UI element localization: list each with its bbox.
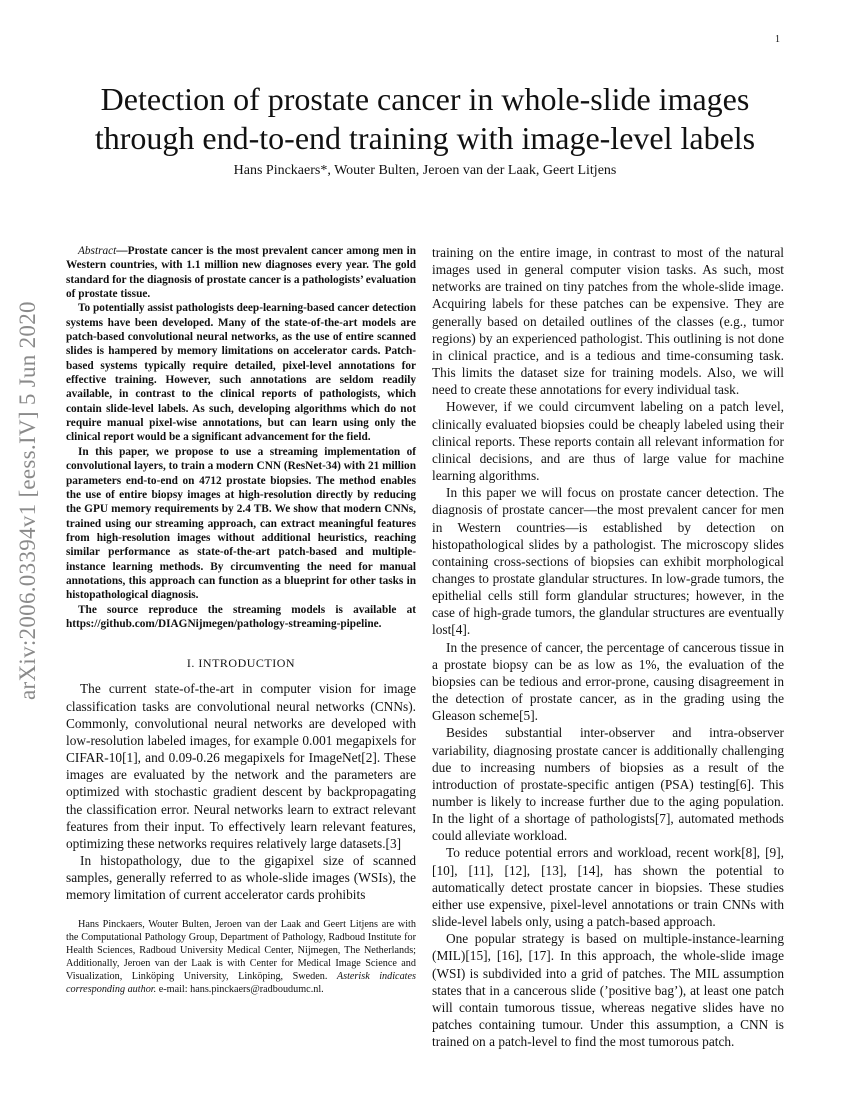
right-paragraph-7: One popular strategy is based on multiple-instance-learning (MIL)[15], [16], [17]. In this approach, the whole-slide image (WSI) is subdivided into a grid of patches. The MIL assumption states that in a cancerous slide (’positive bag’), at least one patch will contain tumorous tissue, whereas negative slides have no patches containing tumour. Under this assumption, a CNN is trained on a patch-level to find the most tumorous patch. [432, 931, 784, 1050]
footnote-corresponding-note: Asterisk indicates corresponding author. [66, 971, 416, 995]
right-paragraph-2: However, if we could circumvent labeling on a patch level, clinically evaluated biopsies could be cheaply labeled using their clinical reports. These reports contain all relevant information for clinical decisions, and are thus of large value for machine learning algorithms. [432, 399, 784, 484]
footnote-text: Hans Pinckaers, Wouter Bulten, Jeroen van der Laak and Geert Litjens are with the Computational Pathology Group, Department of Pathology, Radboud Institute for Health Sciences, Radboud University Medical Center, Nijmegen, The Netherlands; Additionally, Jeroen van der Laak is with Center for Medical Image Science and Visualization, Linköping University, Linköping, Sweden. [66, 919, 416, 983]
abstract-paragraph-4: The source reproduce the streaming models is available at https://github.com/DIAGNijmegen/pathology-streaming-pipeline. [66, 603, 416, 630]
right-paragraph-1: training on the entire image, in contrast to most of the natural images used in general computer vision tasks. As such, most networks are trained on tiny patches from the whole-slide image. Acquiring labels for these patches can be expensive. They are generally based on detailed outlines of the classes (e.g., tumor regions) by an experienced pathologist. This outlining is not done in clinical practice, and is a tedious and time-consuming task. This limits the dataset size for training models. Also, we will need to create these annotations for every individual task. [432, 245, 784, 398]
right-paragraph-4: In the presence of cancer, the percentage of cancerous tissue in a prostate biopsy can be as low as 1%, the evaluation of the biopsies can be tedious and error-prone, causing disagreement in the detection of prostate cancer, as in the grading using the Gleason scheme[5]. [432, 639, 784, 724]
arxiv-identifier-stamp: arXiv:2006.03394v1 [eess.IV] 5 Jun 2020 [15, 301, 40, 700]
right-paragraph-3: In this paper we will focus on prostate cancer detection. The diagnosis of prostate cancer—the most prevalent cancer for men in Western countries—is established by detection on histopathological slides by a pathologist. The microscopy slides containing cross-sections of biopsies can exhibit morphological changes to prostate glandular structures. In low-grade tumors, the epithelial cells still form glandular structures; however, in the case of high-grade tumors, the glandular structures are eventually lost[4]. [432, 485, 784, 638]
section-heading-introduction: I. INTRODUCTION [186, 656, 296, 671]
left-body-text [66, 680, 416, 903]
abstract-paragraph-1 [66, 244, 416, 301]
abstract-paragraph-2: To potentially assist pathologists deep-learning-based cancer detection systems have been developed. Many of the state-of-the-art models are patch-based convolutional neural networks, as the use of entire scanned slides is hampered by memory limitations on accelerator cards. Patch-based systems typically require detailed, pixel-level annotations for effective training. However, such annotations are seldom readily available, in contrast to the clinical reports of pathologists, which contain slide-level labels. As such, developing algorithms which do not require manual pixel-wise annotations, but can learn using only the clinical report would be a significant advancement for the field. [66, 302, 416, 444]
footnote-email: e-mail: hans.pinckaers@radboudumc.nl. [156, 984, 324, 995]
abstract-text-1: —Prostate cancer is the most prevalent cancer among men in Western countries, with 1.1 million new diagnoses every year. The gold standard for the diagnosis of prostate cancer is a pathologists’ evaluation of prostate tissue. [66, 245, 417, 301]
intro-paragraph-1: The current state-of-the-art in computer vision for image classification tasks are convolutional neural networks (CNNs). Commonly, convolutional neural networks are developed with low-resolution labeled images, for example 0.001 megapixels for CIFAR-10[1], and 0.09-0.26 megapixels for ImageNet[2]. These images are evaluated by the network and the parameters are optimized with stochastic gradient descent by backpropagating the classification error. Neural networks learn to extract relevant features from their input. To effectively learn relevant features, optimizing these networks requires relatively large datasets.[3] [66, 681, 416, 851]
left-column [66, 244, 416, 997]
intro-paragraph-2: In histopathology, due to the gigapixel size of scanned samples, generally referred to as whole-slide images (WSIs), the memory limitation of current accelerator cards prohibits [66, 853, 416, 903]
page-number: 1 [775, 34, 780, 45]
author-list: Hans Pinckaers*, Wouter Bulten, Jeroen van der Laak, Geert Litjens [233, 163, 617, 178]
paper-title: Detection of prostate cancer in whole-slide images through end-to-end training with image-level labels [94, 81, 756, 156]
abstract-label: Abstract [78, 245, 117, 257]
right-paragraph-5: Besides substantial inter-observer and intra-observer variability, diagnosing prostate cancer is additionally challenging due to increasing numbers of biopsies as a result of the introduction of prostate-specific antigen (PSA) testing[6]. This number is likely to increase further due to the aging population. In the light of a shortage of pathologists[7], automated methods could alleviate workload. [432, 725, 784, 844]
right-paragraph-6: To reduce potential errors and workload, recent work[8], [9], [10], [11], [12], [13], [14], has shown the potential to automatically detect prostate cancer in biopsies. These studies either use expensive, pixel-level annotations or train CNNs with slide-level labels only, using a patch-based approach. [432, 845, 784, 930]
right-column [432, 244, 784, 1050]
author-affiliation-footnote [66, 919, 416, 996]
abstract [66, 244, 416, 631]
abstract-paragraph-3: In this paper, we propose to use a streaming implementation of convolutional layers, to train a modern CNN (ResNet-34) with 21 million parameters end-to-end on 4712 prostate biopsies. The method enables the use of entire biopsy images at high-resolution directly by reducing the GPU memory requirements by 2.4 TB. We show that modern CNNs, trained using our streaming approach, can extract meaningful features from high-resolution images without additional heuristics, reaching similar performance as state-of-the-art patch-based and multiple-instance learning methods. By circumventing the need for manual annotations, this approach can function as a blueprint for other tasks in histopathological diagnosis. [66, 445, 416, 602]
